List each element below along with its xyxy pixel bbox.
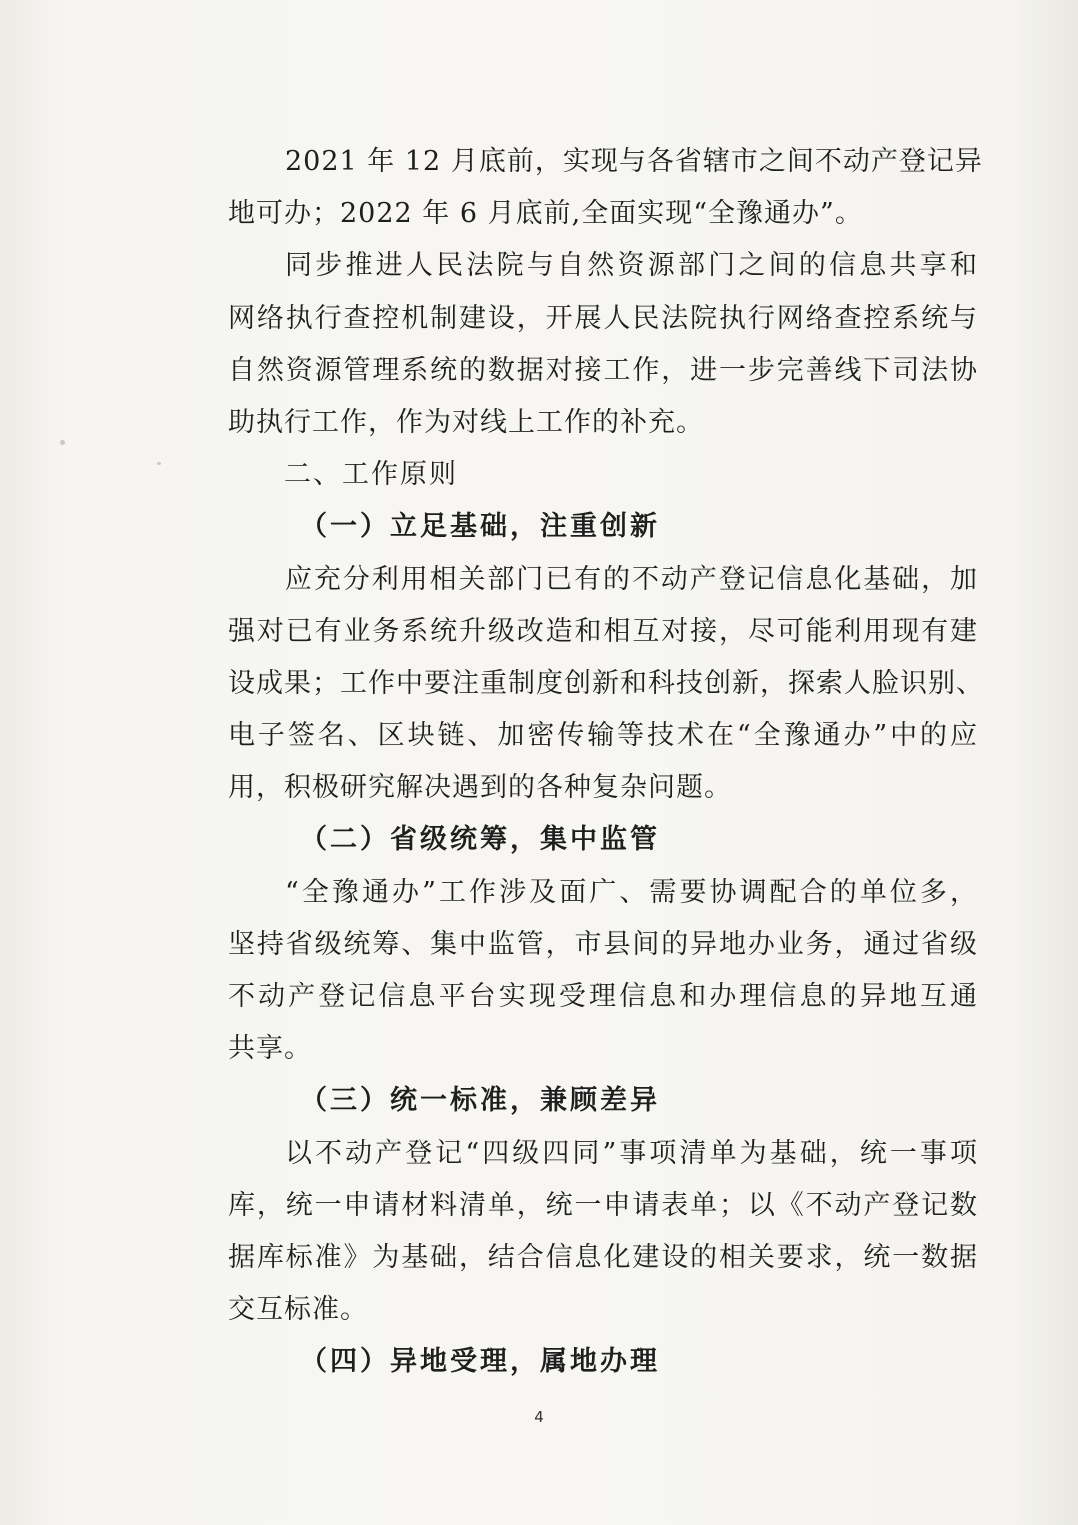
paragraph-line: 应充分利用相关部门已有的不动产登记信息化基础，加	[285, 563, 978, 595]
paragraph-line: 自然资源管理系统的数据对接工作，进一步完善线下司法协	[228, 354, 978, 386]
paragraph-line: 地可办；2022 年 6 月底前,全面实现“全豫通办”。	[228, 198, 863, 230]
section-heading: 二、工作原则	[284, 459, 458, 491]
paragraph-line: 据库标准》为基础，结合信息化建设的相关要求，统一数据	[228, 1241, 978, 1273]
paragraph-line: 强对已有业务系统升级改造和相互对接，尽可能利用现有建	[228, 615, 978, 647]
principle-heading: （三）统一标准，兼顾差异	[300, 1085, 660, 1117]
paragraph-line: 以不动产登记“四级四同”事项清单为基础，统一事项	[285, 1137, 978, 1169]
page-number: 4	[534, 1408, 544, 1426]
paragraph-line: 坚持省级统筹、集中监管，市县间的异地办业务，通过省级	[228, 928, 978, 960]
scan-smudge	[60, 440, 65, 445]
paragraph-line: 共享。	[228, 1033, 312, 1065]
principle-heading: （一）立足基础，注重创新	[300, 511, 660, 543]
paragraph-line: 交互标准。	[228, 1294, 368, 1326]
paragraph-line: 电子签名、区块链、加密传输等技术在“全豫通办”中的应	[228, 720, 978, 752]
paragraph-line: 库，统一申请材料清单，统一申请表单；以《不动产登记数	[228, 1189, 978, 1221]
scan-smudge	[157, 462, 161, 465]
paragraph-line: 设成果；工作中要注重制度创新和科技创新，探索人脸识别、	[228, 667, 984, 699]
paragraph-line: 助执行工作，作为对线上工作的补充。	[228, 406, 704, 438]
paragraph-line: 用，积极研究解决遇到的各种复杂问题。	[228, 772, 732, 804]
paragraph-line: 2021 年 12 月底前，实现与各省辖市之间不动产登记异	[285, 146, 983, 177]
paragraph-line: “全豫通办”工作涉及面广、需要协调配合的单位多，	[285, 876, 978, 908]
body-text	[228, 136, 984, 1389]
principle-heading: （二）省级统筹，集中监管	[300, 824, 660, 856]
paragraph-line: 网络执行查控机制建设，开展人民法院执行网络查控系统与	[228, 302, 978, 334]
paragraph-line: 同步推进人民法院与自然资源部门之间的信息共享和	[285, 250, 978, 282]
paragraph-line: 不动产登记信息平台实现受理信息和办理信息的异地互通	[228, 981, 978, 1012]
principle-heading: （四）异地受理，属地办理	[300, 1346, 660, 1378]
